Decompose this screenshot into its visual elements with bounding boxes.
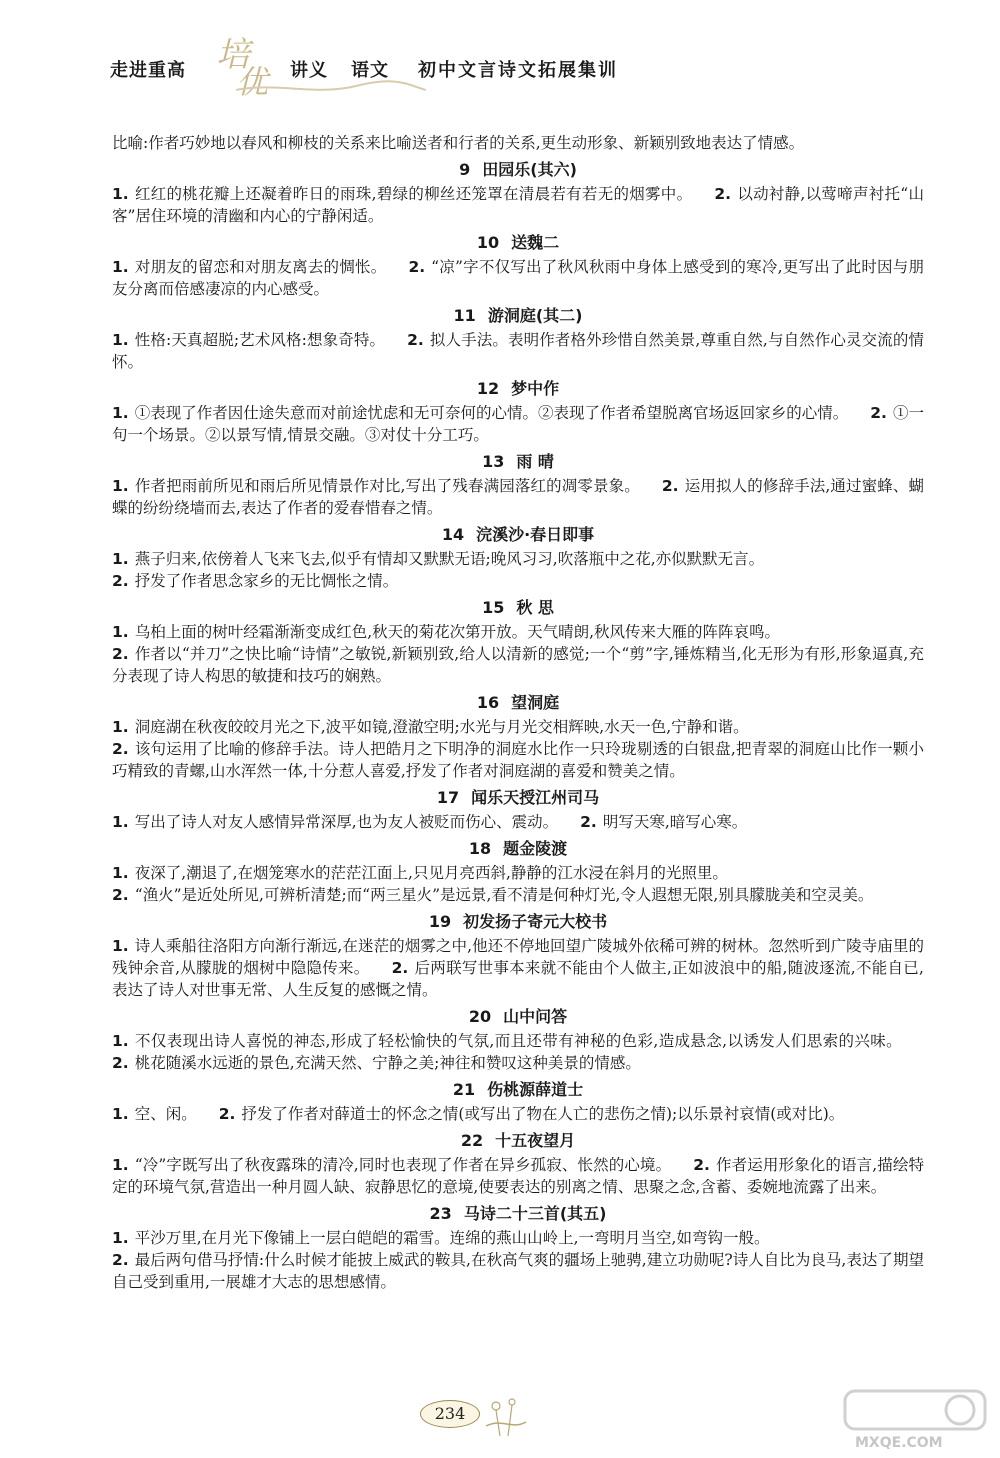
answer-text: 对朋友的留恋和对朋友离去的惆怅。 — [134, 258, 387, 276]
watermark-text: MXQE.COM — [855, 1435, 943, 1451]
answer-text: 燕子归来,依傍着人飞来飞去,似乎有情却又默默无语;晚风习习,吹落瓶中之花,亦似默默无言。 — [134, 550, 765, 568]
section-number: 21 — [452, 1080, 476, 1099]
answer-number: 2. — [408, 258, 426, 276]
answer-number: 2. — [661, 477, 679, 495]
answer-paragraph — [112, 570, 924, 592]
answer-paragraph — [112, 716, 924, 738]
flower-decoration-icon — [482, 1396, 572, 1440]
section-title — [112, 451, 924, 473]
intro-paragraph: 比喻:作者巧妙地以春风和柳枝的关系来比喻送者和行者的关系,更生动形象、新颖别致地表达了情感。 — [112, 134, 805, 152]
section-number: 16 — [476, 693, 500, 712]
watermark-mark-icon — [835, 1385, 1000, 1435]
section-title — [112, 524, 924, 546]
page-number: 234 — [434, 1404, 466, 1423]
section-title — [112, 378, 924, 400]
section-number: 19 — [428, 912, 452, 931]
sections-list — [112, 159, 924, 1293]
answer-text: 后两联写世事本来就不能由个人做主,正如波浪中的船,随波逐流,不能自已,表达了诗人对世事无常、人生反复的感慨之情。 — [112, 959, 924, 999]
answer-paragraph — [112, 621, 924, 643]
answer-paragraph — [112, 738, 924, 782]
section-title-text: 初发扬子寄元大校书 — [463, 912, 608, 931]
answer-text: 明写天寒,暗写心寒。 — [602, 813, 748, 831]
answer-number: 1. — [112, 718, 129, 736]
answer-paragraph — [112, 1154, 924, 1198]
answer-text: 不仅表现出诗人喜悦的神态,形成了轻松愉快的气氛,而且还带有神秘的色彩,造成悬念,以诱发人们思索的兴味。 — [134, 1032, 902, 1050]
brand-text: 走进重高 — [110, 60, 186, 81]
answer-paragraph — [112, 1030, 924, 1074]
answer-number: 1. — [112, 1156, 129, 1174]
page-footer — [420, 1396, 590, 1446]
answer-paragraph — [112, 1227, 924, 1249]
section-title — [112, 232, 924, 254]
section-title — [112, 1006, 924, 1028]
answer-number: 1. — [112, 185, 129, 203]
answer-text: 空、闲。 — [134, 1105, 197, 1123]
answer-number: 2. — [112, 1054, 129, 1072]
answer-paragraph — [112, 329, 924, 373]
answer-text: 最后两句借马抒情:什么时候才能披上威武的鞍具,在秋高气爽的疆场上驰骋,建立功勋呢?诗人自比为良马,表达了期望自己受到重用,一展雄才大志的思想感情。 — [112, 1251, 924, 1291]
answer-number: 1. — [112, 937, 129, 955]
answer-number: 1. — [112, 623, 129, 641]
answer-text: 以动衬静,以莺啼声衬托“山客”居住环境的清幽和内心的宁静闲适。 — [112, 185, 924, 225]
section-title — [112, 1079, 924, 1101]
answer-number: 2. — [112, 572, 129, 590]
section-title-text: 伤桃源薛道士 — [487, 1080, 584, 1099]
section-number: 22 — [460, 1131, 484, 1150]
answer-paragraph — [112, 256, 924, 300]
answer-paragraph — [112, 862, 924, 884]
section-number: 17 — [436, 788, 460, 807]
section-title-text: 游洞庭(其二) — [487, 306, 583, 325]
section-title — [112, 1203, 924, 1225]
section-title-text: 山中问答 — [503, 1007, 568, 1026]
answer-paragraph — [112, 475, 924, 519]
answer-text: 拟人手法。表明作者格外珍惜自然美景,尊重自然,与自然作心灵交流的情怀。 — [112, 331, 925, 371]
logo-glyph: 优 — [236, 63, 269, 101]
section-title — [112, 787, 924, 809]
answer-number: 1. — [112, 550, 129, 568]
answer-text: 乌桕上面的树叶经霜渐渐变成红色,秋天的菊花次第开放。天气晴朗,秋风传来大雁的阵阵哀鸣。 — [134, 623, 781, 641]
answer-number: 2. — [218, 1105, 236, 1123]
section-title — [112, 911, 924, 933]
section-number: 12 — [476, 379, 500, 398]
answer-number: 1. — [112, 1032, 129, 1050]
answer-paragraph — [112, 935, 924, 1001]
answer-text: 抒发了作者思念家乡的无比惆怅之情。 — [134, 572, 399, 590]
answer-number: 1. — [112, 813, 129, 831]
answer-text: 红红的桃花瓣上还凝着昨日的雨珠,碧绿的柳丝还笼罩在清晨若有若无的烟雾中。 — [134, 185, 693, 203]
answer-text: 夜深了,潮退了,在烟笼寒水的茫茫江面上,只见月亮西斜,静静的江水浸在斜月的光照里。 — [134, 864, 728, 882]
answer-number: 1. — [112, 404, 129, 422]
answer-number: 2. — [391, 959, 409, 977]
section-title-text: 送魏二 — [511, 233, 560, 252]
section-title — [112, 692, 924, 714]
header-swash-decoration — [236, 78, 426, 98]
section-title-text: 题金陵渡 — [503, 839, 568, 858]
section-title — [112, 159, 924, 181]
answer-content — [112, 132, 924, 1293]
answer-paragraph — [112, 1249, 924, 1293]
answer-text: 作者运用形象化的语言,描绘特定的环境气氛,营造出一种月圆人缺、寂静思忆的意境,使要表达的别离之情、思聚之念,含蓄、委婉地流露了出来。 — [112, 1156, 924, 1196]
section-number: 13 — [482, 452, 505, 471]
answer-text: 运用拟人的修辞手法,通过蜜蜂、蝴蝶的纷纷绕墙而去,表达了作者的爱春惜春之情。 — [112, 477, 924, 517]
section-title-text: 十五夜望月 — [495, 1131, 576, 1150]
section-title-text: 望洞庭 — [511, 693, 560, 712]
answer-number: 2. — [112, 1251, 129, 1269]
answer-text: 作者以“并刀”之快比喻“诗情”之敏锐,新颖别致,给人以清新的感觉;一个“剪”字,锤炼精当,化无形为有形,形象逼真,充分表现了诗人构思的敏捷和技巧的娴熟。 — [112, 645, 924, 685]
answer-number: 1. — [112, 331, 129, 349]
answer-paragraph — [112, 183, 924, 227]
section-number: 11 — [453, 306, 476, 325]
page-header — [108, 35, 908, 108]
answer-text: 诗人乘船往洛阳方向渐行渐远,在迷茫的烟雾之中,他还不停地回望广陵城外依稀可辨的树林。忽然听到广陵寺庙里的残钟余音,从朦胧的烟树中隐隐传来。 — [112, 937, 924, 977]
answer-number: 1. — [112, 477, 129, 495]
answer-number: 2. — [112, 886, 129, 904]
watermark-logo — [835, 1385, 1000, 1455]
section-title-text: 雨 晴 — [516, 452, 554, 471]
answer-text: 平沙万里,在月光下像铺上一层白皑皑的霜雪。连绵的燕山山岭上,一弯明月当空,如弯钩一般。 — [134, 1229, 770, 1247]
answer-text: 洞庭湖在秋夜皎皎月光之下,波平如镜,澄澈空明;水光与月光交相辉映,水天一色,宁静和谐。 — [134, 718, 749, 736]
answer-number: 2. — [870, 404, 887, 422]
section-title-text: 田园乐(其六) — [482, 160, 577, 179]
answer-text: 写出了诗人对友人感情异常深厚,也为友人被贬而伤心、震动。 — [134, 813, 559, 831]
answer-text: “凉”字不仅写出了秋风秋雨中身体上感受到的寒冷,更写出了此时因与朋友分离而倍感凄凉的内心感受。 — [112, 258, 924, 298]
answer-text: ①一句一个场景。②以景写情,情景交融。③对仗十分工巧。 — [112, 404, 924, 444]
answer-text: 作者把雨前所见和雨后所见情景作对比,写出了残春满园落红的凋零景象。 — [134, 477, 640, 495]
answer-number: 2. — [407, 331, 424, 349]
answer-text: “渔火”是近处所见,可辨析清楚;而“两三星火”是远景,看不清是何种灯光,令人遐想无限,别具朦胧美和空灵美。 — [134, 886, 874, 904]
section-number: 15 — [482, 598, 505, 617]
answer-paragraph — [112, 884, 924, 906]
section-number: 18 — [468, 839, 492, 858]
answer-text: 桃花随溪水远逝的景色,充满天然、宁静之美;神往和赞叹这种美景的情感。 — [134, 1054, 641, 1072]
answer-number: 2. — [112, 645, 129, 663]
answer-text: 抒发了作者对薛道士的怀念之情(或写出了物在人亡的悲伤之情);以乐景衬哀情(或对比)。 — [241, 1105, 845, 1123]
section-title — [112, 597, 924, 619]
section-title — [112, 1130, 924, 1152]
answer-number: 2. — [714, 185, 732, 203]
subject-label: 语文 — [351, 60, 389, 81]
answer-text: ①表现了作者因仕途失意而对前途忧虑和无可奈何的心情。②表现了作者希望脱离官场返回家乡的心情。 — [134, 404, 849, 422]
answer-text: 性格:天真超脱;艺术风格:想象奇特。 — [134, 331, 386, 349]
answer-text: 该句运用了比喻的修辞手法。诗人把皓月之下明净的洞庭水比作一只玲珑剔透的白银盘,把青翠的洞庭山比作一颗小巧精致的青螺,山水浑然一体,十分惹人喜爱,抒发了作者对洞庭湖的喜爱和赞美之情。 — [112, 740, 924, 780]
section-title-text: 闻乐天授江州司马 — [471, 788, 600, 807]
section-number: 10 — [476, 233, 500, 252]
answer-paragraph — [112, 643, 924, 687]
answer-number: 1. — [112, 258, 129, 276]
section-title — [112, 305, 924, 327]
section-number: 14 — [441, 525, 465, 544]
section-number: 9 — [459, 160, 471, 179]
section-number: 20 — [468, 1007, 492, 1026]
answer-number: 2. — [112, 740, 129, 758]
answer-text: “冷”字既写出了秋夜露珠的清冷,同时也表现了作者在异乡孤寂、怅然的心境。 — [134, 1156, 672, 1174]
answer-paragraph — [112, 811, 924, 833]
section-title-text: 马诗二十三首(其五) — [463, 1204, 607, 1223]
section-title — [112, 838, 924, 860]
answer-paragraph — [112, 548, 924, 570]
section-title-text: 秋 思 — [516, 598, 554, 617]
answer-number: 2. — [693, 1156, 710, 1174]
section-title-text: 梦中作 — [511, 379, 560, 398]
book-title: 初中文言诗文拓展集训 — [418, 60, 618, 81]
answer-number: 1. — [112, 1229, 129, 1247]
answer-number: 1. — [112, 1105, 129, 1123]
series-label: 讲义 — [290, 60, 328, 81]
section-number: 23 — [429, 1204, 452, 1223]
answer-number: 1. — [112, 864, 129, 882]
answer-paragraph — [112, 402, 924, 446]
answer-paragraph — [112, 1103, 924, 1125]
answer-number: 2. — [580, 813, 597, 831]
logo-glyph: 培 — [216, 35, 250, 75]
section-title-text: 浣溪沙·春日即事 — [476, 525, 595, 544]
